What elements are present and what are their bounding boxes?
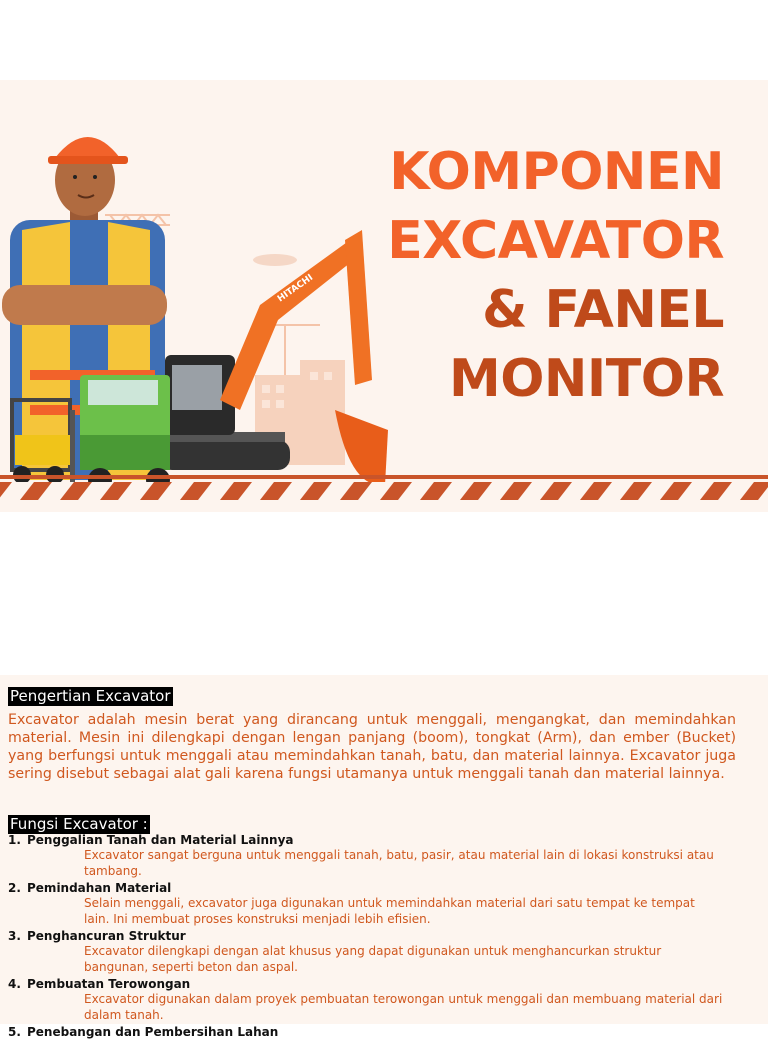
list-item-title: Pembuatan Terowongan <box>27 977 191 991</box>
list-item-title: Penghancuran Struktur <box>27 929 186 943</box>
list-item-title: Penggalian Tanah dan Material Lainnya <box>27 833 294 847</box>
cover-banner <box>0 80 768 512</box>
list-item <box>8 1025 748 1040</box>
list-item-description: Selain menggali, excavator juga digunakan untuk memindahkan material dari satu tempat ke tempat lain. Ini membuat proses konstruksi menjadi lebih efisien. <box>84 896 695 926</box>
title-line: EXCAVATOR <box>387 211 724 271</box>
definition-paragraph: Excavator adalah mesin berat yang dirancang untuk menggali, mengangkat, dan memindahkan material. Mesin ini dilengkapi dengan lengan panjang (boom), tongkat (Arm), dan ember (Bucket) yang berfungsi untuk menggali atau memindahkan tanah, batu, dan material lainnya. Excavator juga sering disebut sebagai alat gali karena fungsi utamanya untuk menggali tanah dan material lainnya. <box>8 712 736 782</box>
list-item-title: Penebangan dan Pembersihan Lahan <box>27 1025 279 1039</box>
list-number: 4. <box>8 977 21 991</box>
list-item <box>8 929 748 975</box>
list-item <box>8 881 748 927</box>
list-item-description: Excavator dilengkapi dengan alat khusus yang dapat digunakan untuk menghancurkan struktur bangunan, seperti beton dan aspal. <box>84 944 662 974</box>
section-heading: Pengertian Excavator <box>10 687 171 705</box>
list-item-description: Excavator sangat berguna untuk menggali tanah, batu, pasir, atau material lain di lokasi konstruksi atau tambang. <box>84 848 714 878</box>
list-item <box>8 977 748 1023</box>
list-item-description: Excavator digunakan dalam proyek pembuatan terowongan untuk menggali dan membuang material dari dalam tanah. <box>84 992 723 1022</box>
excavator-brand-label: HITACHI <box>275 272 316 305</box>
cover-title <box>344 138 724 414</box>
list-item-title: Pemindahan Material <box>27 881 172 895</box>
list-item <box>8 833 748 879</box>
list-number: 2. <box>8 881 21 895</box>
title-line: MONITOR <box>448 349 724 409</box>
list-number: 5. <box>8 1025 21 1039</box>
title-line: KOMPONEN <box>389 142 724 202</box>
road-barrier-icon <box>0 475 768 500</box>
section-heading: Fungsi Excavator : <box>10 815 148 833</box>
list-number: 3. <box>8 929 21 943</box>
content-page <box>0 675 768 1039</box>
function-list <box>8 833 748 1042</box>
list-number: 1. <box>8 833 21 847</box>
blank-gap <box>0 512 768 675</box>
title-line: & FANEL <box>482 280 724 340</box>
